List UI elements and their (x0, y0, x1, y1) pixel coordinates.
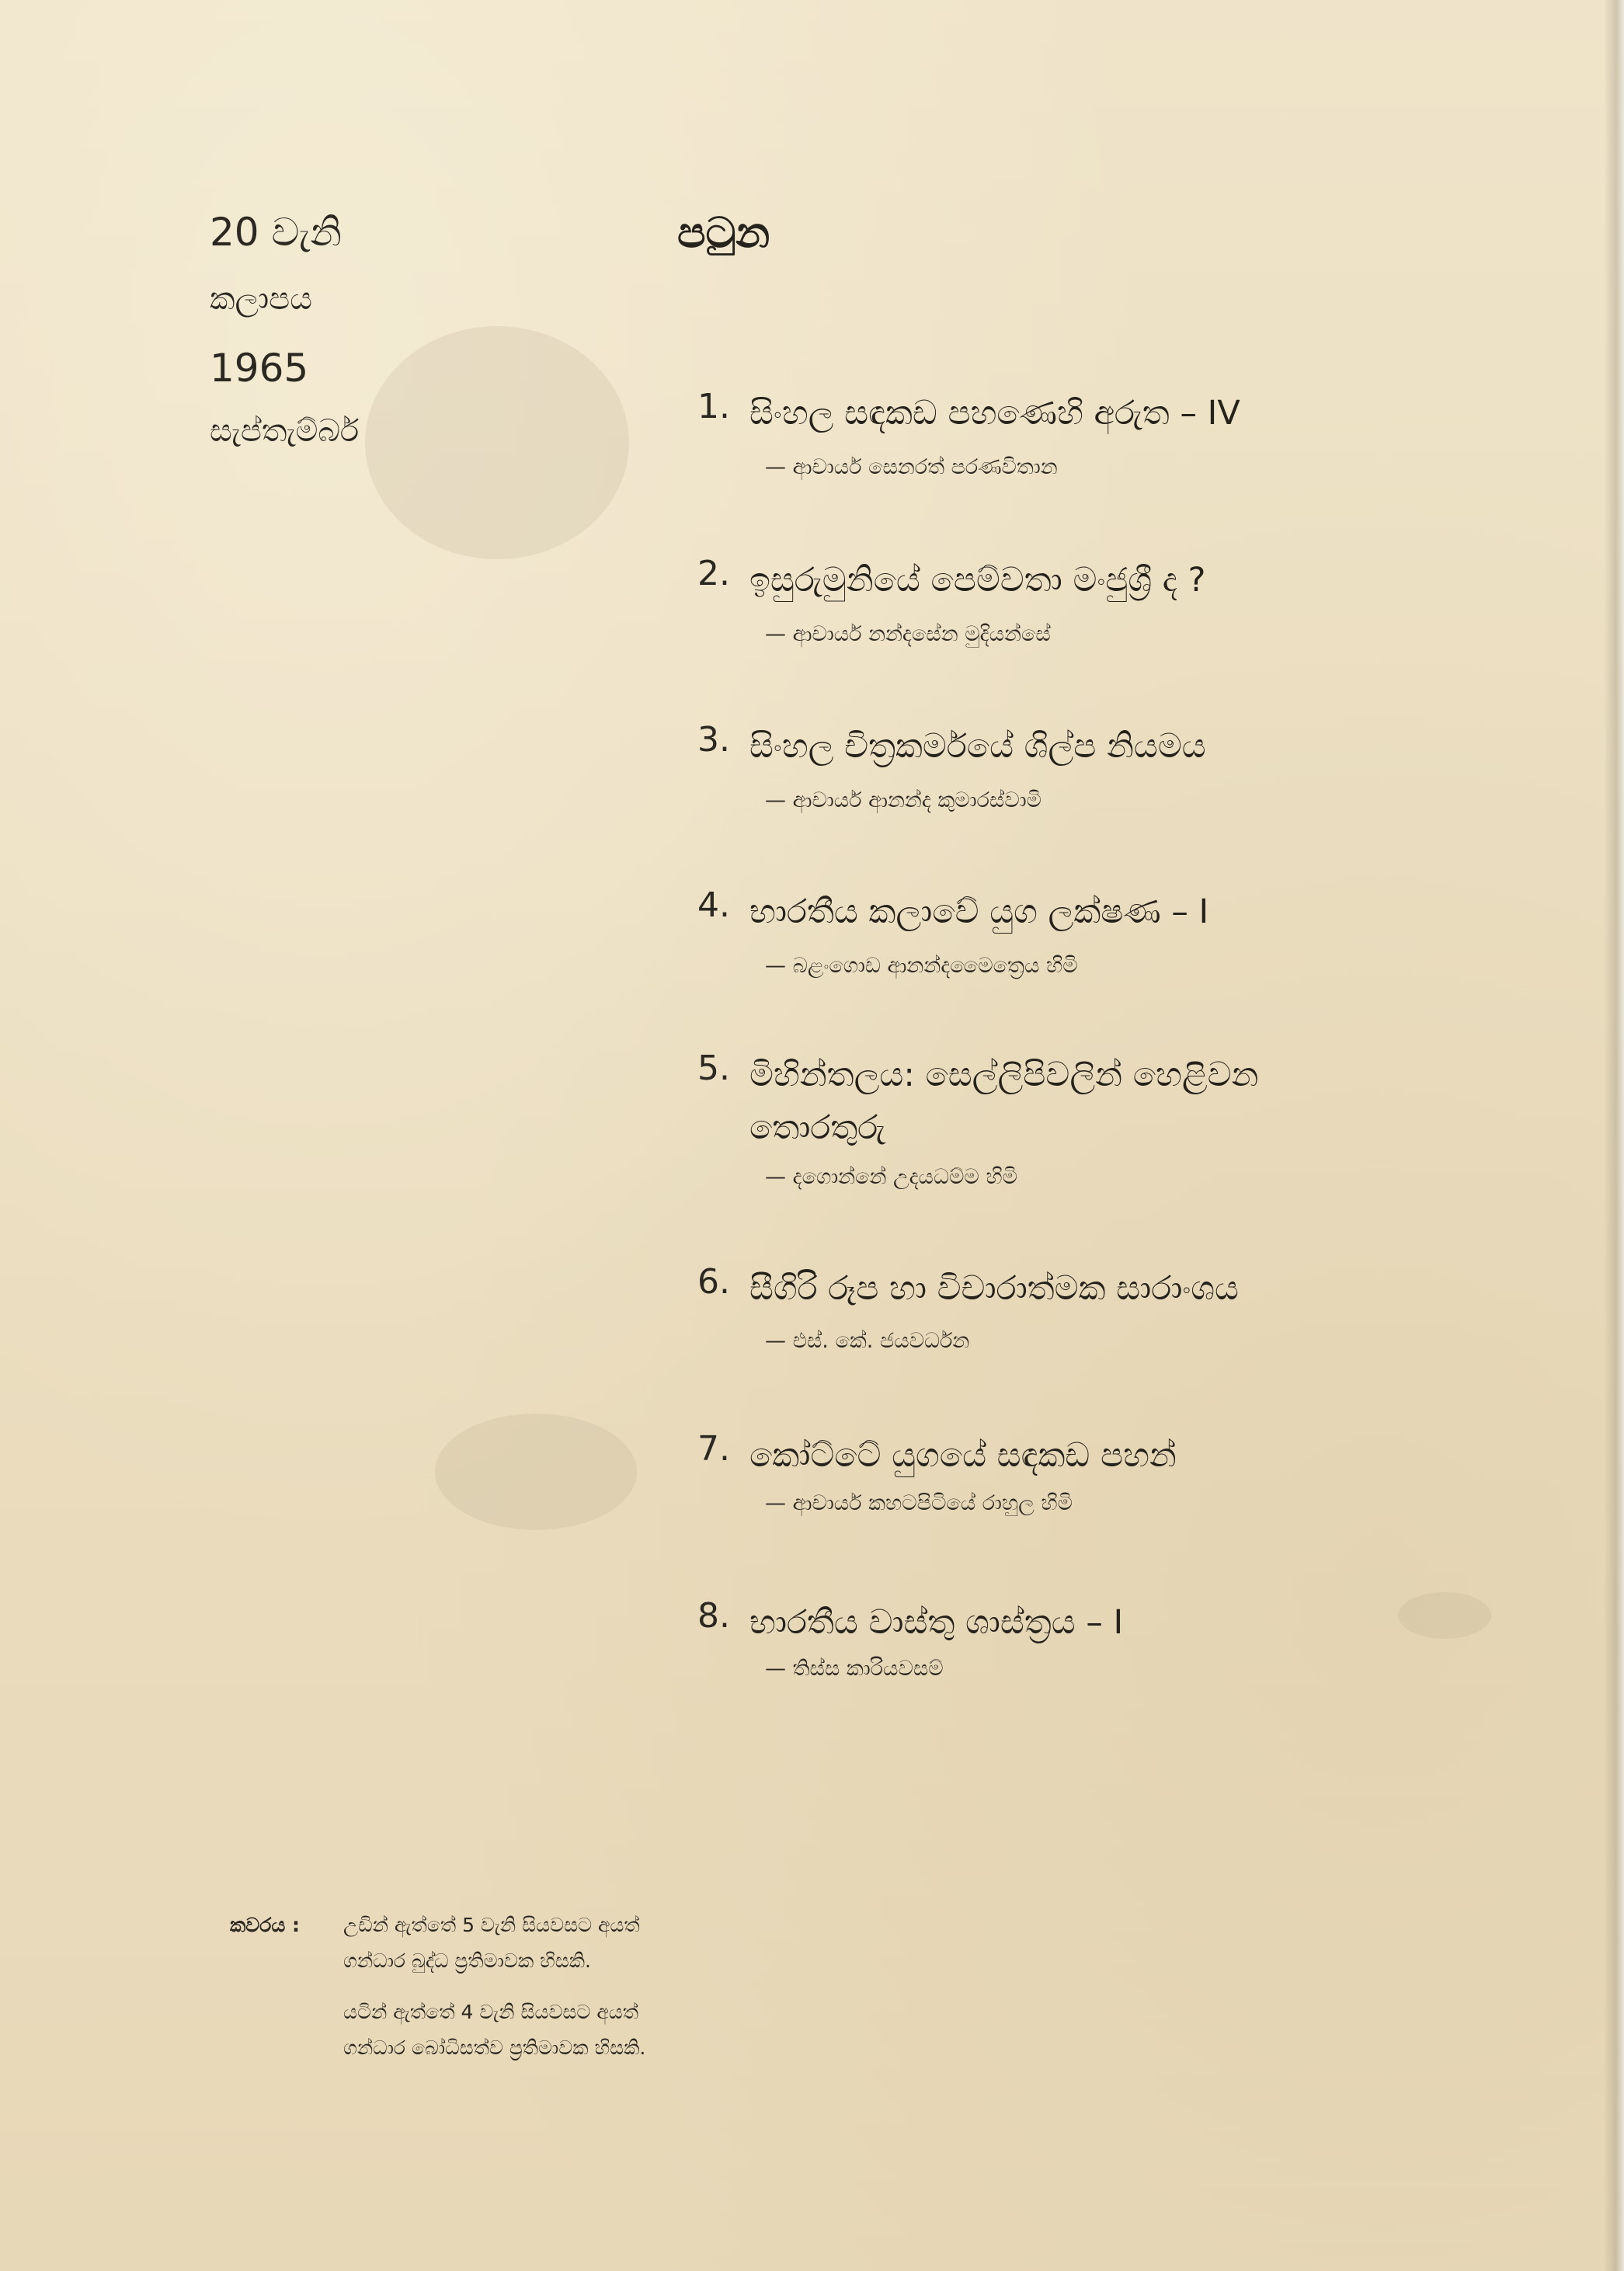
cover-note-line: උඩින් ඇත්තේ 5 වැනි සියවසට අයත් (343, 1914, 640, 1936)
cover-note-line: යටින් ඇත්තේ 4 වැනි සියවසට අයත් (343, 2001, 639, 2023)
entry-author: — එස්. කේ. ජයවර්ධන (765, 1329, 970, 1353)
issue-volume: කලාපය (210, 281, 312, 317)
entry-title: කෝට්ටේ යුගයේ සඳකඩ පහන් (749, 1436, 1177, 1475)
entry-title: ඉසුරුමුනියේ පෙම්වතා මංජුශ්‍රී ද ? (749, 561, 1206, 600)
entry-title: භාරතීය කලාවේ යුග ලක්ෂණ – I (749, 892, 1209, 931)
entry-title: සීගිරි රූප හා විචාරාත්මක සාරාංශය (749, 1269, 1239, 1308)
entry-number: 8. (697, 1596, 730, 1636)
entry-title: භාරතීය වාස්තු ශාස්ත්‍රය – I (749, 1603, 1124, 1642)
entry-author: — තිස්ස කාරියවසම් (765, 1657, 944, 1681)
cover-note-label: කවරය : (230, 1914, 301, 1936)
entry-author: — ආචාර්ය කහටපිටියේ රාහුල හිමි (765, 1491, 1073, 1515)
entry-author: — ආචාර්ය සෙනරත් පරණවිතාන (765, 455, 1058, 479)
cover-note-line: ගන්ධාර බෝධිසත්ව ප්‍රතිමාවක හිසකි. (343, 2036, 646, 2059)
entry-author: — දගොන්නේ උදයධම්ම හිමි (765, 1165, 1018, 1189)
entry-number: 2. (697, 554, 730, 593)
paper-stain (365, 326, 629, 559)
entry-number: 6. (697, 1262, 730, 1302)
entry-number: 3. (697, 720, 730, 760)
paper-stain (1398, 1592, 1491, 1639)
paper-stain (435, 1414, 637, 1530)
issue-year: 1965 (210, 346, 309, 391)
issue-month: සැප්තැම්බර් (210, 413, 360, 449)
page-edge (1604, 0, 1624, 2271)
entry-number: 7. (697, 1429, 730, 1469)
issue-number: 20 වැනි (210, 210, 343, 255)
entry-title: සිංහල සඳකඩ පහණෙහි අරුත – IV (749, 394, 1240, 433)
contents-heading: පටුන (677, 208, 770, 257)
entry-author: — ආචාර්ය ආනන්ද කුමාරස්වාමි (765, 788, 1042, 812)
entry-title: මිහින්තලය: සෙල්ලිපිවලින් හෙළිවන තොරතුරු (749, 1056, 1259, 1147)
entry-number: 1. (697, 387, 730, 426)
entry-author: — ආචාර්ය නන්දසේන මුදියන්සේ (765, 622, 1051, 646)
entry-title: සිංහල චිත්‍රකර්මයේ ශිල්ප නියමය (749, 727, 1206, 766)
entry-author: — බළංගොඩ ආනන්දමෛත්‍රෙය හිමි (765, 954, 1078, 978)
entry-number: 4. (697, 885, 730, 925)
entry-number: 5. (697, 1049, 730, 1088)
cover-note-line: ගන්ධාර බුද්ධ ප්‍රතිමාවක හිසකි. (343, 1949, 591, 1972)
